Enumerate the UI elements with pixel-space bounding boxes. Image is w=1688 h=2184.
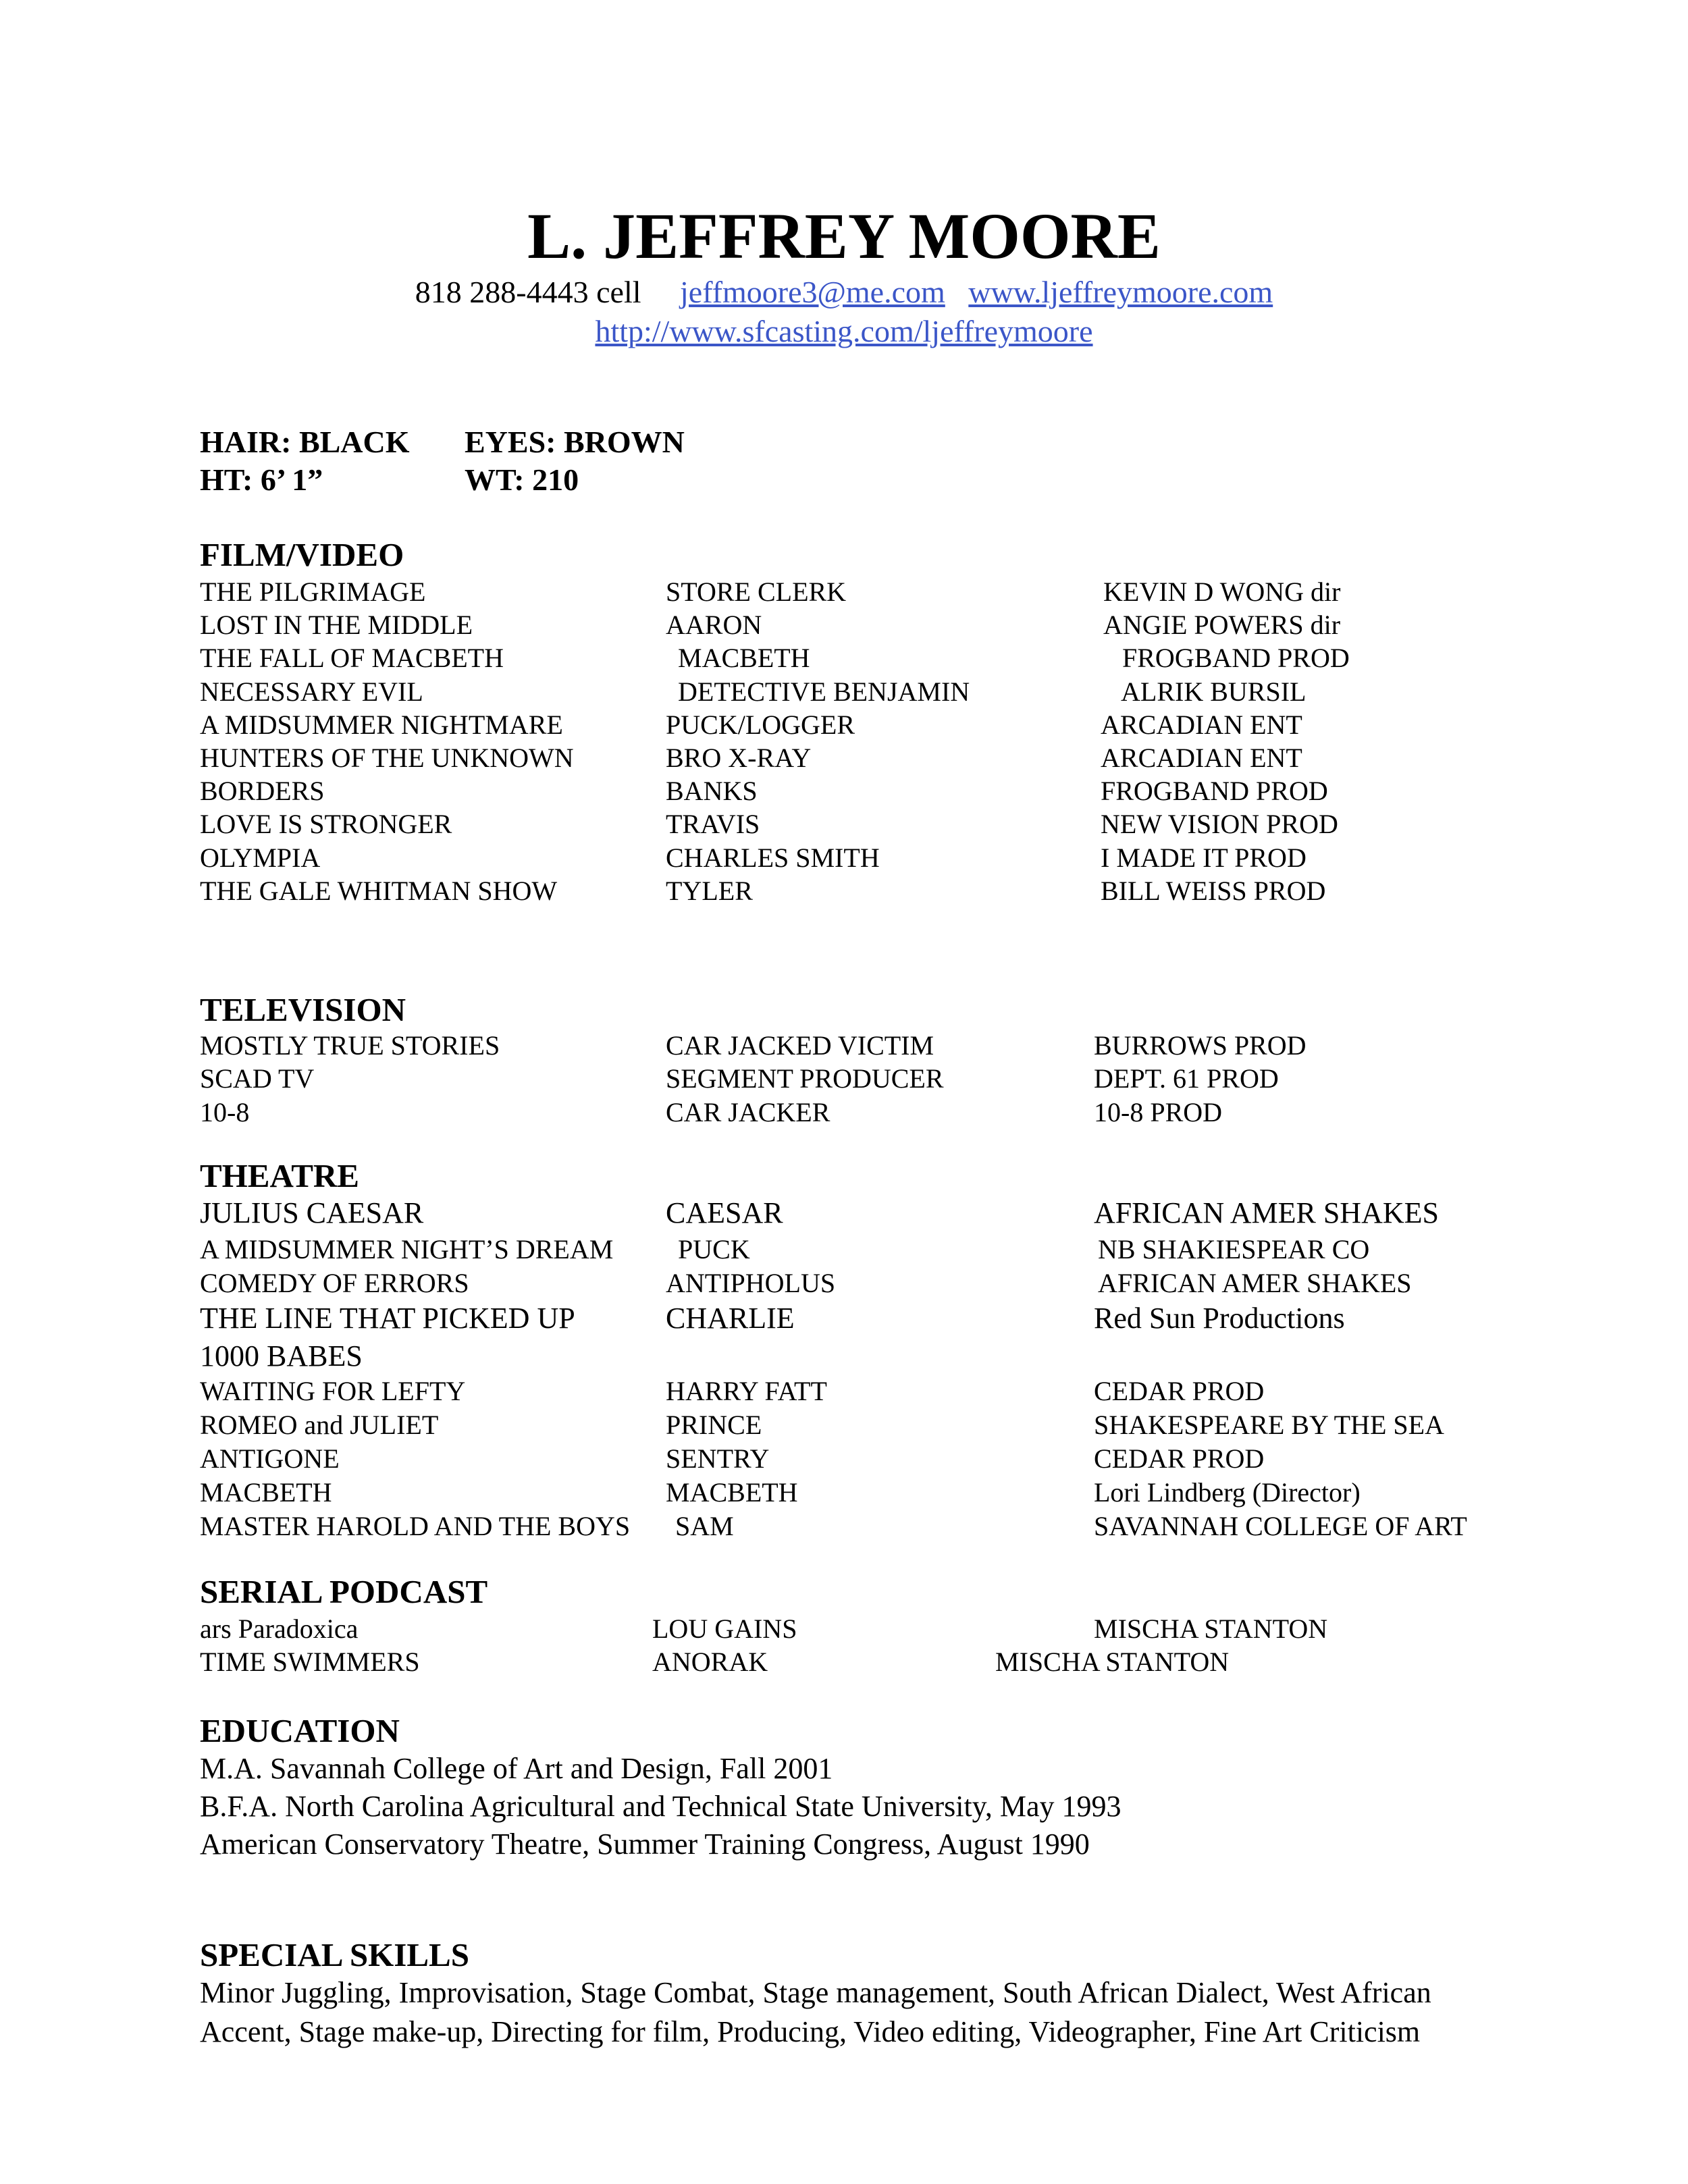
credit-title: ROMEO and JULIET [200, 1410, 439, 1440]
credit-company: 10-8 PROD [1094, 1097, 1223, 1127]
credit-row [0, 1338, 1688, 1376]
section-heading-television: TELEVISION [200, 991, 406, 1028]
credit-company: ARCADIAN ENT [1101, 743, 1302, 773]
credit-role: SAM [675, 1511, 734, 1541]
credit-company: BILL WEISS PROD [1101, 876, 1326, 906]
credit-title: ANTIGONE [200, 1443, 340, 1474]
credit-role: HARRY FATT [666, 1376, 827, 1406]
credit-title: 1000 BABES [200, 1339, 363, 1373]
credit-row [0, 1408, 1688, 1446]
credit-role: PRINCE [666, 1410, 762, 1440]
credit-role: CHARLES SMITH [666, 843, 880, 873]
credit-row [0, 874, 1688, 912]
credit-company: KEVIN D WONG dir [1103, 577, 1341, 607]
credit-row [0, 641, 1688, 679]
credit-row [0, 675, 1688, 713]
credit-title: A MIDSUMMER NIGHTMARE [200, 710, 563, 740]
credit-row [0, 1062, 1688, 1100]
email-link[interactable]: jeffmoore3@me.com [680, 275, 945, 309]
credit-role: CAR JACKER [666, 1097, 830, 1127]
hair-stat: HAIR: BLACK [200, 425, 410, 459]
credit-company: Red Sun Productions [1094, 1302, 1345, 1335]
credit-role: SENTRY [666, 1443, 770, 1474]
credit-company: DEPT. 61 PROD [1094, 1063, 1279, 1094]
credit-company: BURROWS PROD [1094, 1030, 1307, 1061]
credit-company: FROGBAND PROD [1122, 643, 1350, 673]
credit-row [0, 1476, 1688, 1514]
credit-row [0, 741, 1688, 779]
website-link[interactable]: www.ljeffreymoore.com [968, 275, 1273, 309]
contact-line [0, 273, 1688, 312]
credit-row [0, 1442, 1688, 1480]
skills-line: Minor Juggling, Improvisation, Stage Combat, Stage management, South African Dialect, West African [200, 1976, 1431, 2009]
phone-number: 818 288-4443 cell [415, 275, 641, 309]
credit-title: A MIDSUMMER NIGHT’S DREAM [200, 1234, 614, 1264]
credit-role: ANORAK [652, 1647, 768, 1677]
credit-title: OLYMPIA [200, 843, 321, 873]
credit-role: PUCK [678, 1234, 750, 1264]
credit-company: CEDAR PROD [1094, 1376, 1265, 1406]
credit-title: TIME SWIMMERS [200, 1647, 420, 1677]
credit-title: THE LINE THAT PICKED UP [200, 1302, 575, 1335]
credit-row [0, 1195, 1688, 1233]
credit-company: MISCHA STANTON [995, 1647, 1230, 1677]
credit-title: THE FALL OF MACBETH [200, 643, 504, 673]
credit-title: LOST IN THE MIDDLE [200, 610, 473, 640]
credit-company: AFRICAN AMER SHAKES [1098, 1268, 1412, 1298]
credit-company: SAVANNAH COLLEGE OF ART [1094, 1511, 1467, 1541]
credit-row [0, 841, 1688, 879]
credit-title: BORDERS [200, 776, 325, 806]
credit-title: THE PILGRIMAGE [200, 577, 426, 607]
credit-company: MISCHA STANTON [1094, 1614, 1328, 1644]
credit-company: Lori Lindberg (Director) [1094, 1477, 1361, 1508]
resume-name: L. JEFFREY MOORE [527, 200, 1161, 272]
credit-role: CHARLIE [666, 1302, 795, 1335]
education-line: M.A. Savannah College of Art and Design, Fall 2001 [200, 1752, 833, 1785]
credit-row [0, 1645, 1688, 1683]
credit-company: ANGIE POWERS dir [1103, 610, 1341, 640]
credit-role: MACBETH [666, 1477, 798, 1508]
casting-profile-link[interactable]: http://www.sfcasting.com/ljeffreymoore [595, 314, 1093, 348]
credit-role: CAESAR [666, 1196, 783, 1229]
credit-row [0, 1233, 1688, 1271]
credit-row [0, 1612, 1688, 1650]
credit-role: TYLER [666, 876, 753, 906]
credit-title: WAITING FOR LEFTY [200, 1376, 466, 1406]
credit-row [0, 1096, 1688, 1134]
weight-stat: WT: 210 [465, 462, 579, 497]
credit-row [0, 575, 1688, 613]
credit-role: MACBETH [678, 643, 810, 673]
credit-company: NEW VISION PROD [1101, 809, 1338, 839]
credit-role: LOU GAINS [652, 1614, 797, 1644]
credit-company: ALRIK BURSIL [1121, 676, 1307, 707]
credit-role: TRAVIS [666, 809, 760, 839]
height-stat: HT: 6’ 1” [200, 462, 323, 497]
credit-title: JULIUS CAESAR [200, 1196, 424, 1229]
credit-row [0, 1510, 1688, 1547]
credit-title: MACBETH [200, 1477, 332, 1508]
credit-role: DETECTIVE BENJAMIN [678, 676, 970, 707]
credit-role: BRO X-RAY [666, 743, 812, 773]
credit-company: I MADE IT PROD [1101, 843, 1307, 873]
credit-row [0, 1375, 1688, 1412]
credit-role: SEGMENT PRODUCER [666, 1063, 944, 1094]
credit-row [0, 608, 1688, 646]
credit-role: PUCK/LOGGER [666, 710, 855, 740]
credit-row [0, 774, 1688, 812]
credit-row [0, 708, 1688, 746]
credit-row [0, 1300, 1688, 1338]
section-heading-education: EDUCATION [200, 1712, 400, 1749]
credit-company: CEDAR PROD [1094, 1443, 1265, 1474]
skills-line: Accent, Stage make-up, Directing for film, Producing, Video editing, Videographer, Fine Art Criticism [200, 2015, 1421, 2048]
section-heading-film: FILM/VIDEO [200, 536, 404, 573]
section-heading-skills: SPECIAL SKILLS [200, 1936, 469, 1973]
section-heading-theatre: THEATRE [200, 1157, 359, 1194]
credit-role: ANTIPHOLUS [666, 1268, 836, 1298]
credit-role: CAR JACKED VICTIM [666, 1030, 934, 1061]
credit-title: MASTER HAROLD AND THE BOYS [200, 1511, 631, 1541]
credit-title: COMEDY OF ERRORS [200, 1268, 469, 1298]
section-heading-podcast: SERIAL PODCAST [200, 1573, 488, 1610]
credit-role: AARON [666, 610, 762, 640]
credit-role: BANKS [666, 776, 758, 806]
credit-role: STORE CLERK [666, 577, 847, 607]
credit-title: NECESSARY EVIL [200, 676, 423, 707]
credit-row [0, 1267, 1688, 1304]
credit-company: NB SHAKIESPEAR CO [1098, 1234, 1370, 1264]
credit-row [0, 1029, 1688, 1067]
eyes-stat: EYES: BROWN [465, 425, 685, 459]
credit-company: ARCADIAN ENT [1101, 710, 1302, 740]
education-line: B.F.A. North Carolina Agricultural and Technical State University, May 1993 [200, 1790, 1122, 1823]
credit-company: FROGBAND PROD [1101, 776, 1328, 806]
credit-company: SHAKESPEARE BY THE SEA [1094, 1410, 1444, 1440]
credit-title: SCAD TV [200, 1063, 315, 1094]
credit-title: THE GALE WHITMAN SHOW [200, 876, 558, 906]
credit-title: ars Paradoxica [200, 1614, 359, 1644]
credit-title: LOVE IS STRONGER [200, 809, 452, 839]
credit-title: MOSTLY TRUE STORIES [200, 1030, 500, 1061]
casting-line [0, 312, 1688, 351]
credit-company: AFRICAN AMER SHAKES [1094, 1196, 1439, 1229]
education-line: American Conservatory Theatre, Summer Training Congress, August 1990 [200, 1828, 1090, 1861]
credit-title: 10-8 [200, 1097, 250, 1127]
credit-title: HUNTERS OF THE UNKNOWN [200, 743, 574, 773]
credit-row [0, 807, 1688, 845]
